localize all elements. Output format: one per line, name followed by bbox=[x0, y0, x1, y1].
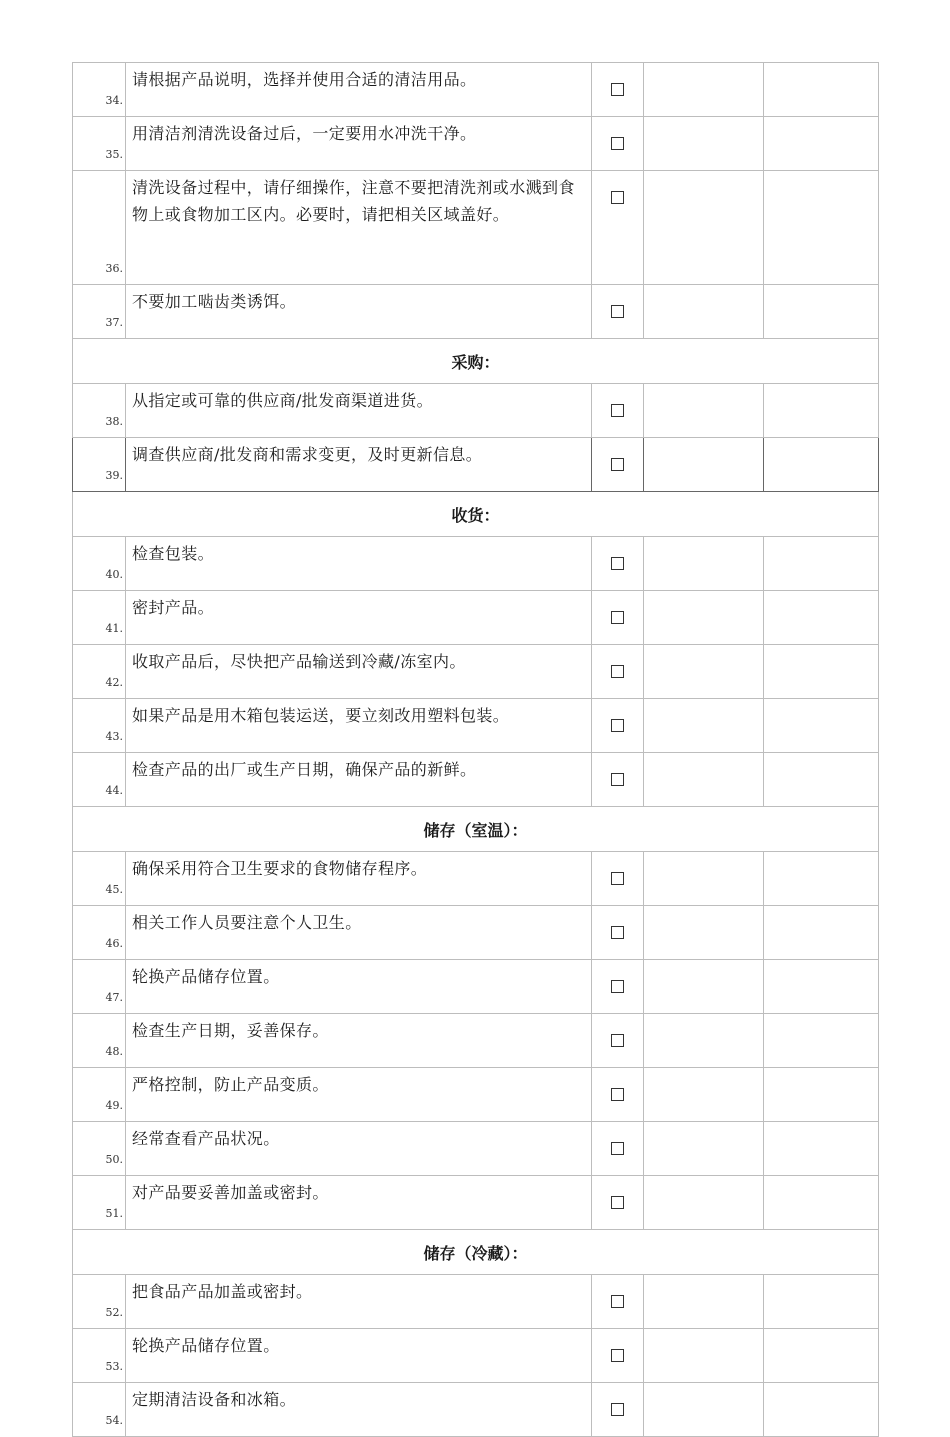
item-text: 检查生产日期，妥善保存。 bbox=[126, 1014, 592, 1068]
item-number: 54. bbox=[73, 1383, 126, 1437]
checkbox-icon[interactable] bbox=[611, 1088, 624, 1101]
notes-cell[interactable] bbox=[644, 591, 764, 645]
checklist-row bbox=[73, 753, 879, 807]
checkbox-icon[interactable] bbox=[611, 719, 624, 732]
item-text: 检查包装。 bbox=[126, 537, 592, 591]
remarks-cell[interactable] bbox=[764, 285, 879, 339]
checkbox-icon[interactable] bbox=[611, 1295, 624, 1308]
checkbox-cell[interactable] bbox=[592, 171, 644, 285]
item-number: 36. bbox=[73, 171, 126, 285]
item-text: 如果产品是用木箱包装运送，要立刻改用塑料包装。 bbox=[126, 699, 592, 753]
item-number: 53. bbox=[73, 1329, 126, 1383]
checklist-row bbox=[73, 171, 879, 285]
checklist-row bbox=[73, 591, 879, 645]
section-title: 储存（冷藏）： bbox=[73, 1230, 879, 1275]
remarks-cell[interactable] bbox=[764, 117, 879, 171]
remarks-cell[interactable] bbox=[764, 906, 879, 960]
checkbox-cell[interactable] bbox=[592, 1383, 644, 1437]
section-header-row bbox=[73, 807, 879, 852]
item-number: 46. bbox=[73, 906, 126, 960]
remarks-cell[interactable] bbox=[764, 384, 879, 438]
checklist-row bbox=[73, 1122, 879, 1176]
notes-cell[interactable] bbox=[644, 537, 764, 591]
checkbox-icon[interactable] bbox=[611, 458, 624, 471]
item-number: 43. bbox=[73, 699, 126, 753]
checkbox-icon[interactable] bbox=[611, 191, 624, 204]
item-text: 调查供应商/批发商和需求变更，及时更新信息。 bbox=[126, 438, 592, 492]
checkbox-icon[interactable] bbox=[611, 980, 624, 993]
item-text: 轮换产品储存位置。 bbox=[126, 960, 592, 1014]
item-number: 45. bbox=[73, 852, 126, 906]
checklist-row bbox=[73, 1068, 879, 1122]
item-number: 44. bbox=[73, 753, 126, 807]
checklist-row bbox=[73, 699, 879, 753]
item-text: 严格控制，防止产品变质。 bbox=[126, 1068, 592, 1122]
item-text: 密封产品。 bbox=[126, 591, 592, 645]
checkbox-icon[interactable] bbox=[611, 773, 624, 786]
item-number: 35. bbox=[73, 117, 126, 171]
checklist-row bbox=[73, 63, 879, 117]
checklist-row bbox=[73, 645, 879, 699]
item-text: 把食品产品加盖或密封。 bbox=[126, 1275, 592, 1329]
remarks-cell[interactable] bbox=[764, 852, 879, 906]
checkbox-cell[interactable] bbox=[592, 1176, 644, 1230]
notes-cell[interactable] bbox=[644, 438, 764, 492]
notes-cell[interactable] bbox=[644, 384, 764, 438]
remarks-cell[interactable] bbox=[764, 753, 879, 807]
checkbox-icon[interactable] bbox=[611, 83, 624, 96]
item-text: 从指定或可靠的供应商/批发商渠道进货。 bbox=[126, 384, 592, 438]
checkbox-icon[interactable] bbox=[611, 1403, 624, 1416]
section-header-row bbox=[73, 492, 879, 537]
checkbox-icon[interactable] bbox=[611, 926, 624, 939]
checklist-row bbox=[73, 1329, 879, 1383]
checkbox-icon[interactable] bbox=[611, 1196, 624, 1209]
item-number: 37. bbox=[73, 285, 126, 339]
remarks-cell[interactable] bbox=[764, 960, 879, 1014]
checklist-row bbox=[73, 117, 879, 171]
checkbox-icon[interactable] bbox=[611, 1034, 624, 1047]
checkbox-cell[interactable] bbox=[592, 1122, 644, 1176]
item-number: 48. bbox=[73, 1014, 126, 1068]
checklist-row bbox=[73, 438, 879, 492]
item-text: 确保采用符合卫生要求的食物储存程序。 bbox=[126, 852, 592, 906]
checklist-row bbox=[73, 537, 879, 591]
notes-cell[interactable] bbox=[644, 1068, 764, 1122]
checkbox-icon[interactable] bbox=[611, 1349, 624, 1362]
checklist-row bbox=[73, 384, 879, 438]
remarks-cell[interactable] bbox=[764, 537, 879, 591]
notes-cell[interactable] bbox=[644, 117, 764, 171]
remarks-cell[interactable] bbox=[764, 1275, 879, 1329]
section-title: 储存（室温）： bbox=[73, 807, 879, 852]
checkbox-cell[interactable] bbox=[592, 645, 644, 699]
item-number: 52. bbox=[73, 1275, 126, 1329]
remarks-cell[interactable] bbox=[764, 1122, 879, 1176]
notes-cell[interactable] bbox=[644, 171, 764, 285]
checklist-row bbox=[73, 1176, 879, 1230]
item-text: 不要加工啮齿类诱饵。 bbox=[126, 285, 592, 339]
section-header-row bbox=[73, 1230, 879, 1275]
checklist-row bbox=[73, 1275, 879, 1329]
remarks-cell[interactable] bbox=[764, 1383, 879, 1437]
checkbox-cell[interactable] bbox=[592, 1068, 644, 1122]
item-text: 经常查看产品状况。 bbox=[126, 1122, 592, 1176]
checklist-row bbox=[73, 906, 879, 960]
remarks-cell[interactable] bbox=[764, 63, 879, 117]
item-number: 38. bbox=[73, 384, 126, 438]
notes-cell[interactable] bbox=[644, 753, 764, 807]
checklist-row bbox=[73, 1014, 879, 1068]
checklist-row bbox=[73, 285, 879, 339]
remarks-cell[interactable] bbox=[764, 438, 879, 492]
checkbox-icon[interactable] bbox=[611, 611, 624, 624]
checkbox-icon[interactable] bbox=[611, 665, 624, 678]
remarks-cell[interactable] bbox=[764, 699, 879, 753]
checklist-row bbox=[73, 852, 879, 906]
section-header-row bbox=[73, 339, 879, 384]
checkbox-cell[interactable] bbox=[592, 384, 644, 438]
notes-cell[interactable] bbox=[644, 852, 764, 906]
remarks-cell[interactable] bbox=[764, 1068, 879, 1122]
item-text: 相关工作人员要注意个人卫生。 bbox=[126, 906, 592, 960]
item-number: 47. bbox=[73, 960, 126, 1014]
notes-cell[interactable] bbox=[644, 699, 764, 753]
item-text: 检查产品的出厂或生产日期，确保产品的新鲜。 bbox=[126, 753, 592, 807]
remarks-cell[interactable] bbox=[764, 1176, 879, 1230]
remarks-cell[interactable] bbox=[764, 591, 879, 645]
notes-cell[interactable] bbox=[644, 63, 764, 117]
remarks-cell[interactable] bbox=[764, 171, 879, 285]
checkbox-cell[interactable] bbox=[592, 1014, 644, 1068]
checkbox-cell[interactable] bbox=[592, 438, 644, 492]
item-text: 请根据产品说明，选择并使用合适的清洁用品。 bbox=[126, 63, 592, 117]
item-number: 42. bbox=[73, 645, 126, 699]
checkbox-icon[interactable] bbox=[611, 305, 624, 318]
checkbox-cell[interactable] bbox=[592, 537, 644, 591]
item-text: 用清洁剂清洗设备过后，一定要用水冲洗干净。 bbox=[126, 117, 592, 171]
item-text: 对产品要妥善加盖或密封。 bbox=[126, 1176, 592, 1230]
checkbox-cell[interactable] bbox=[592, 285, 644, 339]
checkbox-cell[interactable] bbox=[592, 699, 644, 753]
notes-cell[interactable] bbox=[644, 1122, 764, 1176]
notes-cell[interactable] bbox=[644, 1275, 764, 1329]
item-number: 50. bbox=[73, 1122, 126, 1176]
section-title: 收货： bbox=[73, 492, 879, 537]
item-number: 49. bbox=[73, 1068, 126, 1122]
checkbox-cell[interactable] bbox=[592, 63, 644, 117]
item-number: 34. bbox=[73, 63, 126, 117]
item-number: 41. bbox=[73, 591, 126, 645]
item-number: 39. bbox=[73, 438, 126, 492]
item-number: 51. bbox=[73, 1176, 126, 1230]
notes-cell[interactable] bbox=[644, 1176, 764, 1230]
remarks-cell[interactable] bbox=[764, 645, 879, 699]
notes-cell[interactable] bbox=[644, 960, 764, 1014]
checkbox-cell[interactable] bbox=[592, 906, 644, 960]
checkbox-icon[interactable] bbox=[611, 137, 624, 150]
notes-cell[interactable] bbox=[644, 1014, 764, 1068]
checklist-table bbox=[72, 62, 879, 1437]
checkbox-cell[interactable] bbox=[592, 591, 644, 645]
checkbox-cell[interactable] bbox=[592, 960, 644, 1014]
notes-cell[interactable] bbox=[644, 645, 764, 699]
checkbox-cell[interactable] bbox=[592, 753, 644, 807]
item-number: 40. bbox=[73, 537, 126, 591]
item-text: 定期清洁设备和冰箱。 bbox=[126, 1383, 592, 1437]
checkbox-cell[interactable] bbox=[592, 852, 644, 906]
checkbox-icon[interactable] bbox=[611, 404, 624, 417]
checkbox-icon[interactable] bbox=[611, 1142, 624, 1155]
notes-cell[interactable] bbox=[644, 1383, 764, 1437]
checkbox-cell[interactable] bbox=[592, 1275, 644, 1329]
notes-cell[interactable] bbox=[644, 906, 764, 960]
checkbox-icon[interactable] bbox=[611, 557, 624, 570]
checklist-row bbox=[73, 1383, 879, 1437]
item-text: 收取产品后，尽快把产品输送到冷藏/冻室内。 bbox=[126, 645, 592, 699]
checkbox-cell[interactable] bbox=[592, 117, 644, 171]
remarks-cell[interactable] bbox=[764, 1329, 879, 1383]
item-text: 清洗设备过程中，请仔细操作，注意不要把清洗剂或水溅到食物上或食物加工区内。必要时，请把相关区域盖好。 bbox=[126, 171, 592, 285]
notes-cell[interactable] bbox=[644, 285, 764, 339]
checkbox-icon[interactable] bbox=[611, 872, 624, 885]
item-text: 轮换产品储存位置。 bbox=[126, 1329, 592, 1383]
remarks-cell[interactable] bbox=[764, 1014, 879, 1068]
section-title: 采购： bbox=[73, 339, 879, 384]
checkbox-cell[interactable] bbox=[592, 1329, 644, 1383]
notes-cell[interactable] bbox=[644, 1329, 764, 1383]
checklist-row bbox=[73, 960, 879, 1014]
